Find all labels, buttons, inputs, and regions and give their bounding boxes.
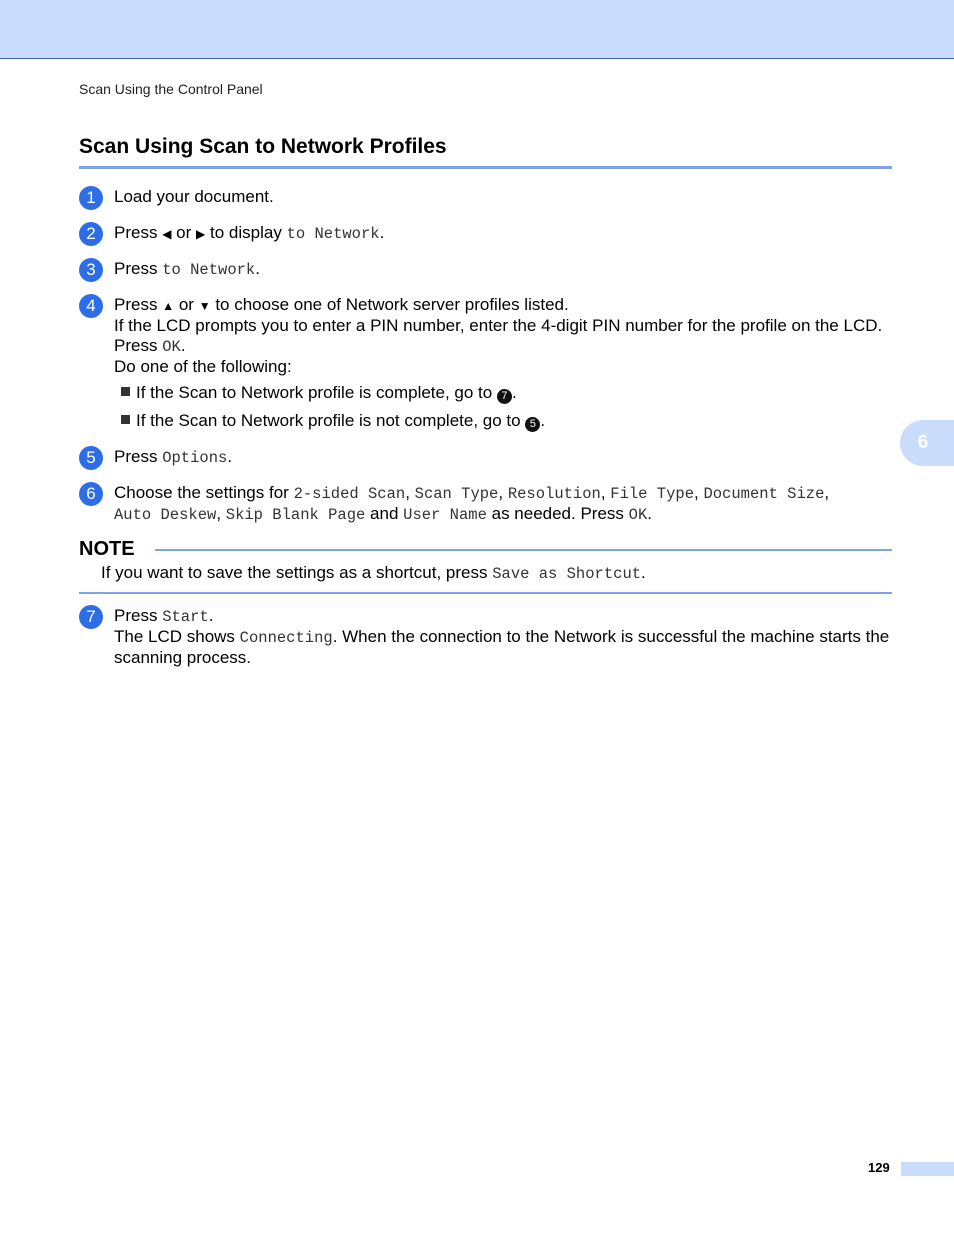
step-text: to choose one of Network server profiles listed. — [215, 295, 569, 314]
step-text: or — [178, 295, 194, 314]
punct: . — [227, 447, 233, 466]
step-number: 7 — [79, 605, 103, 629]
note-rule — [155, 549, 892, 551]
up-triangle-icon: ▲ — [162, 299, 175, 313]
punct: . — [180, 336, 186, 355]
step-7 — [79, 606, 892, 668]
lcd-option: Skip Blank Page — [225, 506, 366, 524]
lcd-option: Auto Deskew — [114, 506, 217, 524]
step-text: scanning process. — [114, 648, 252, 667]
step-text: The LCD shows — [114, 627, 235, 646]
punct: . — [540, 411, 546, 430]
step-text: or — [176, 223, 192, 242]
bullet-text: If the Scan to Network profile is complete, go to — [136, 383, 493, 402]
punct: . — [647, 504, 652, 523]
step-1 — [79, 187, 892, 207]
step-text: Do one of the following: — [114, 357, 292, 376]
step-text: Press — [114, 336, 158, 355]
step-number: 1 — [79, 186, 103, 210]
page-number: 129 — [868, 1160, 890, 1175]
square-bullet-icon — [121, 387, 130, 396]
step-3 — [79, 259, 892, 280]
lcd-option: User Name — [403, 506, 487, 524]
header-band — [0, 0, 954, 59]
step-ref: 7 — [497, 389, 512, 404]
footer-bar — [901, 1162, 954, 1176]
step-text: If the LCD prompts you to enter a PIN number, enter the 4-digit PIN number for the profile on the LCD. — [114, 316, 883, 335]
step-text: Choose the settings for — [114, 483, 289, 502]
right-triangle-icon: ▶ — [196, 227, 206, 241]
punct: . — [511, 383, 517, 402]
step-4 — [79, 295, 892, 377]
lcd-option: OK — [628, 506, 648, 524]
lcd-option: Save as Shortcut — [492, 565, 642, 583]
step-number: 5 — [79, 446, 103, 470]
lcd-option: File Type — [610, 485, 694, 503]
step-text: Press — [114, 223, 158, 242]
step-6: 6 Choose the settings for 2-sided Scan, Scan Type, Resolution, File Type, Document Size, Auto Deskew, Skip Blank Page and User Name as needed. Press OK. — [79, 483, 892, 525]
step-text: Press — [114, 606, 158, 625]
step-text: and — [370, 504, 399, 523]
lcd-option: Document Size — [703, 485, 825, 503]
note-lead: If you want to save the settings as a shortcut, press — [101, 563, 488, 582]
note-heading: NOTE — [79, 538, 135, 560]
step-2 — [79, 223, 892, 244]
step-number: 2 — [79, 222, 103, 246]
step-number: 6 — [79, 482, 103, 506]
step-text: . When the connection to the Network is successful the machine starts the — [332, 627, 890, 646]
step-number: 3 — [79, 258, 103, 282]
note-bottom-rule — [79, 592, 892, 594]
lcd-option: Connecting — [239, 629, 333, 647]
step-text: Press — [114, 447, 158, 466]
bullet-item — [121, 383, 517, 404]
lcd-option: Resolution — [507, 485, 601, 503]
chapter-tab: 6 — [900, 420, 954, 466]
punct: . — [379, 223, 385, 242]
step-5 — [79, 447, 892, 468]
step-text: to display — [210, 223, 282, 242]
lcd-option: to Network — [162, 261, 256, 279]
step-text: as needed. Press — [491, 504, 624, 523]
step-text: Press — [114, 295, 158, 314]
note-text — [101, 563, 646, 584]
down-triangle-icon: ▼ — [198, 299, 211, 313]
step-text: Press — [114, 259, 158, 278]
lcd-option: to Network — [286, 225, 380, 243]
section-title: Scan Using Scan to Network Profiles — [79, 135, 447, 158]
step-text: Load your document. — [114, 187, 274, 206]
step-number: 4 — [79, 294, 103, 318]
title-rule — [79, 166, 892, 169]
punct: . — [208, 606, 214, 625]
bullet-text: If the Scan to Network profile is not complete, go to — [136, 411, 521, 430]
lcd-option: 2-sided Scan — [293, 485, 406, 503]
lcd-option: Options — [162, 449, 228, 467]
punct: . — [641, 563, 646, 582]
step-ref: 5 — [525, 417, 540, 432]
left-triangle-icon: ◀ — [162, 227, 172, 241]
square-bullet-icon — [121, 415, 130, 424]
punct: . — [255, 259, 260, 278]
lcd-option: Scan Type — [414, 485, 499, 503]
lcd-option: OK — [162, 338, 181, 356]
lcd-option: Start — [162, 608, 209, 626]
running-header: Scan Using the Control Panel — [79, 81, 263, 97]
bullet-item — [121, 411, 545, 432]
